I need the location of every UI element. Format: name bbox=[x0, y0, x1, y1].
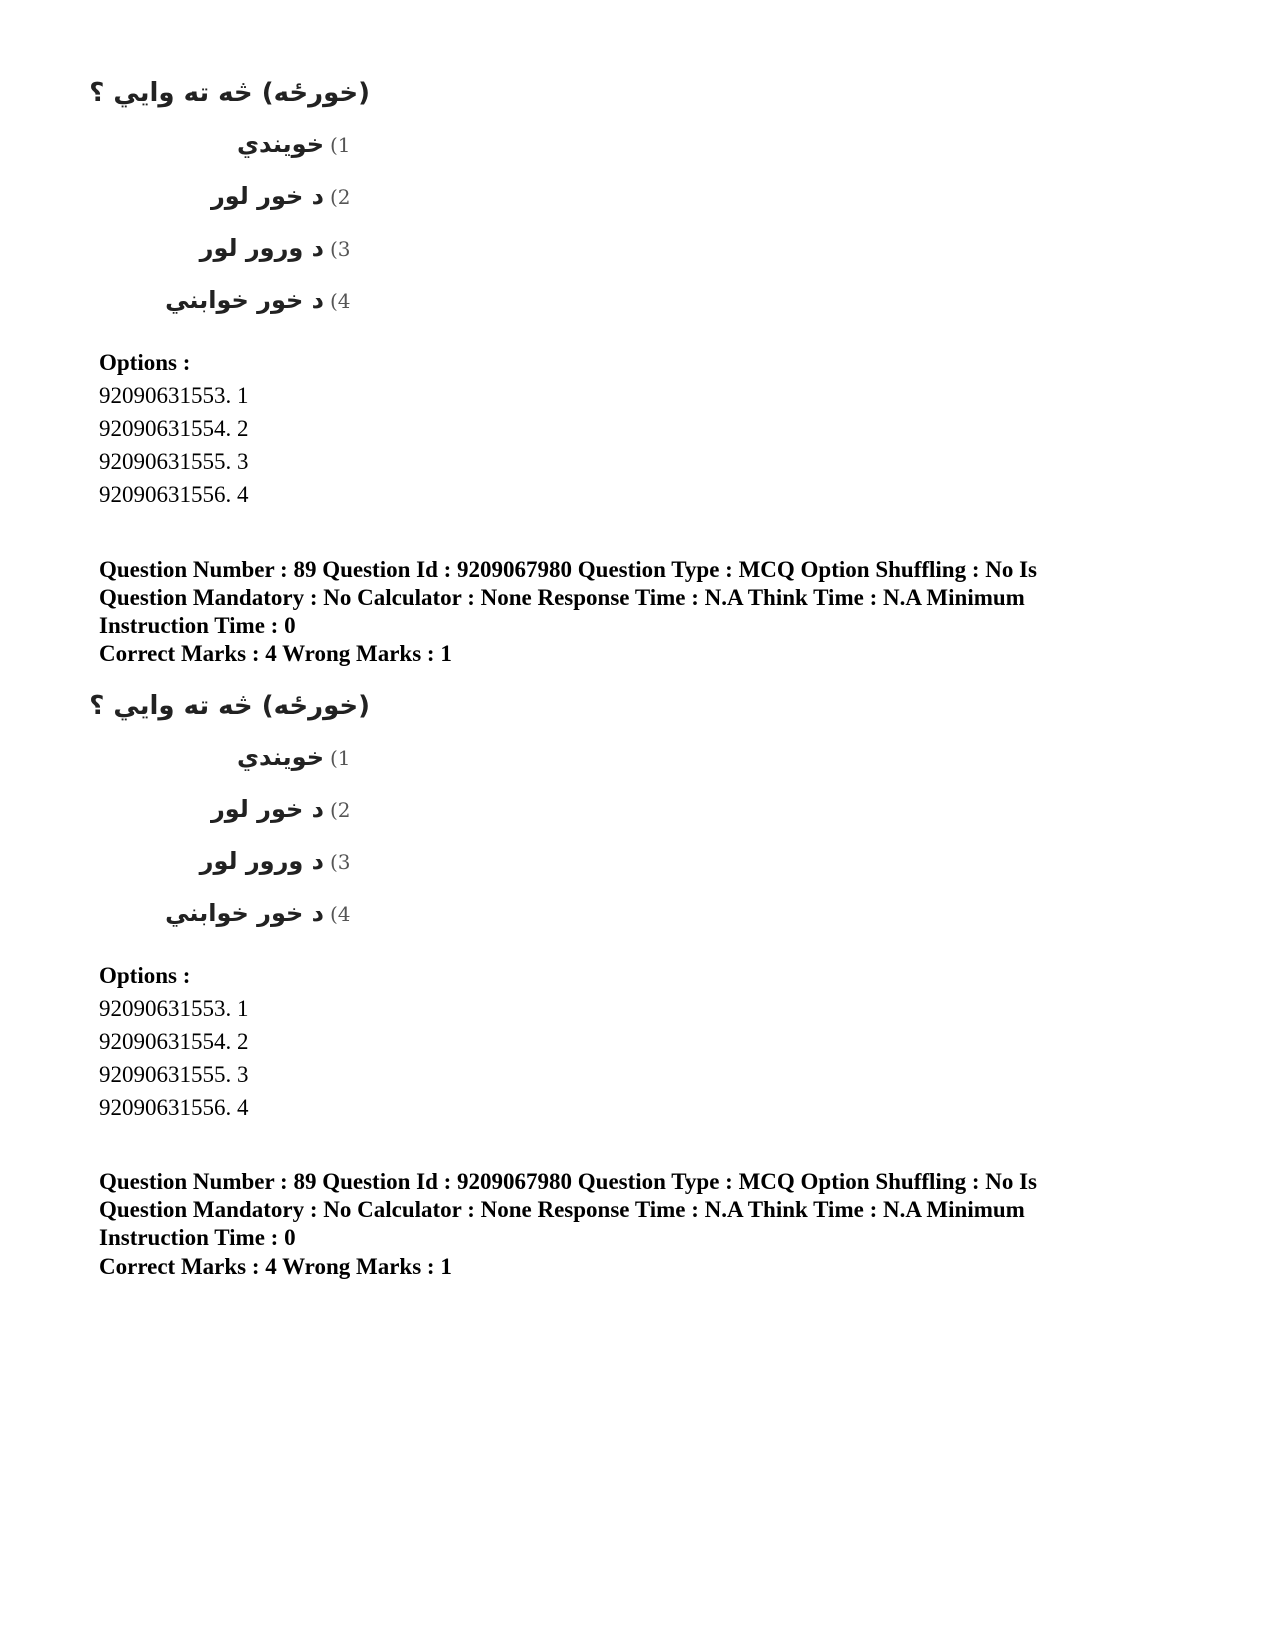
question-meta-line: Instruction Time : 0 bbox=[99, 1225, 296, 1250]
question-image bbox=[89, 685, 370, 945]
options-title: Options : bbox=[99, 350, 191, 375]
question-meta-line: Question Mandatory : No Calculator : None Response Time : N.A Think Time : N.A Minimum bbox=[99, 585, 1025, 610]
option-item: 92090631553. 1 bbox=[99, 996, 249, 1021]
option-item: 92090631555. 3 bbox=[99, 1062, 249, 1087]
option-item: 92090631554. 2 bbox=[99, 1029, 249, 1054]
question-option-1: خویندي (1 bbox=[236, 743, 351, 771]
option-item: 92090631556. 4 bbox=[99, 482, 249, 507]
question-option-3: د ورور لور (3 bbox=[199, 847, 351, 875]
question-option-2: د خور لور (2 bbox=[210, 795, 351, 823]
marks-line: Correct Marks : 4 Wrong Marks : 1 bbox=[99, 641, 452, 666]
question-meta bbox=[99, 556, 1169, 640]
question-meta-line: Question Number : 89 Question Id : 9209067980 Question Type : MCQ Option Shuffling : No Is bbox=[99, 1169, 1038, 1194]
question-option-3: د ورور لور (3 bbox=[199, 234, 351, 262]
question-meta-line: Question Number : 89 Question Id : 9209067980 Question Type : MCQ Option Shuffling : No Is bbox=[99, 557, 1038, 582]
question-meta-line: Instruction Time : 0 bbox=[99, 613, 296, 638]
options-title: Options : bbox=[99, 963, 191, 988]
question-meta-line: Question Mandatory : No Calculator : None Response Time : N.A Think Time : N.A Minimum bbox=[99, 1197, 1025, 1222]
question-option-4: د خور خوابني (4 bbox=[165, 286, 351, 314]
marks-line: Correct Marks : 4 Wrong Marks : 1 bbox=[99, 1254, 452, 1279]
question-text: (خورځه) څه ته وایي ؟ bbox=[89, 78, 370, 108]
question-image bbox=[89, 72, 370, 332]
question-option-1: خویندي (1 bbox=[236, 130, 351, 158]
question-option-4: د خور خوابني (4 bbox=[165, 899, 351, 927]
option-item: 92090631554. 2 bbox=[99, 416, 249, 441]
question-text: (خورځه) څه ته وایي ؟ bbox=[89, 691, 370, 721]
option-item: 92090631553. 1 bbox=[99, 383, 249, 408]
option-item: 92090631556. 4 bbox=[99, 1095, 249, 1120]
option-item: 92090631555. 3 bbox=[99, 449, 249, 474]
question-option-2: د خور لور (2 bbox=[210, 182, 351, 210]
question-meta bbox=[99, 1168, 1169, 1252]
